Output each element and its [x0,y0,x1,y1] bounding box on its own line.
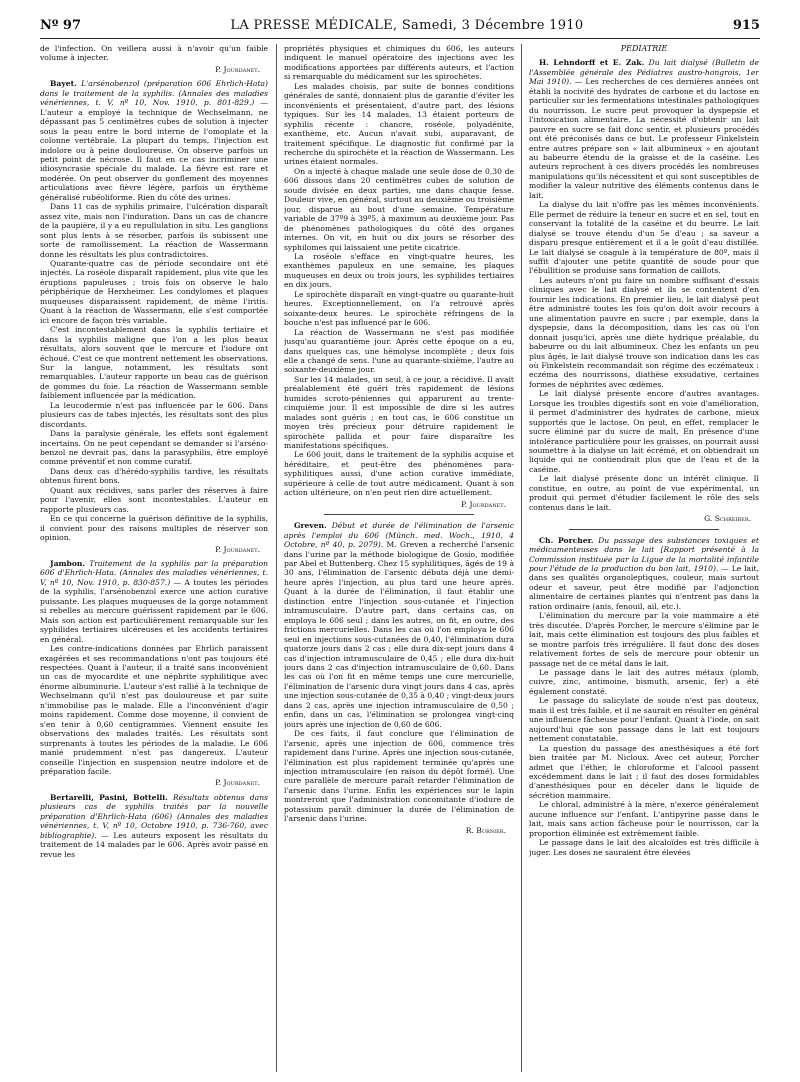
paragraph: La question du passage des anesthésiques a été fort bien traitée par M. Nicloux. Avec cet auteur, Porcher admet que l'éther, le chloroforme et l'alcool passent excédemment dans le lait ; il faut des doses formidables d'anesthésiques pour en déceler dans le liquide de sécrétion mammaire. [529,743,759,800]
article-reference: (Annales des maladies vénériennes, t. V, nº 10, Nov. 1910, p. 830-857.) [40,568,268,587]
article-reference: [Rapport présenté à la Commission instituée par la Ligue de la mortalité infantile pour l'étude de la production du bon lait, 1910). [529,545,759,574]
paragraph: Le 606 jouit, dans le traitement de la syphilis acquise et héréditaire, et peut-être des phénomènes para-syphilitiques aussi, d'une action curative immédiate, supérieure à celle de tout autre médicament. Quant à son action ultérieure, on n'en peut rien dire actuellement. [284,450,514,498]
article-title: L'arsénobenzol (préparation 606 Ehrlich-Hata) dans le traitement de la syphilis. [40,79,268,98]
signature: R. Burnier. [465,825,506,835]
paragraph: Les malades choisis, par suite de bonnes conditions générales de santé, donnaient plus de garantie d'éviter les inconvénients et présentaient, d'autre part, des lésions typiques. Sur les 14 malades, 13 étaient porteurs de syphilis récente : chancre, roséole, polyadénite, exanthème, etc. Aucun n'avait subi, auparavant, de traitement spécifique. Le diagnostic fut confirmé par la recherche du spirochète et la réaction de Wassermann. Les urines étaient normales. [284,81,514,167]
paragraph: C'est incontestablement dans la syphilis tertiaire et dans la syphilis maligne que l'on a les plus beaux résultats, alors souvent que le mercure et l'iodure ont échoué. C'est ce que montrent nettement les observations. Sur la langue, notamment, les résultats sont remarquables. L'auteur rapporte un beau cas de guérison de gommes du foie. La réaction de Wassermann semble faiblement influencée par la médication. [40,325,268,401]
paragraph: En ce qui concerne la guérison définitive de la syphilis, il convient pour des raisons multiples de réserver son opinion. [40,514,268,543]
article-author: Ch. Porcher. [539,535,594,545]
paragraph: Le passage du salicylate de soude n'est pas douteux, mais il est très faible, et il ne saurait en résulter en général une influence fâcheuse pour l'enfant. Quant à l'iode, on sait aujourd'hui que son passage dans le lait est toujours nettement constatable. [529,696,759,744]
paragraph: La réaction de Wassermann ne s'est pas modifiée jusqu'au quarantième jour. Après cette époque on a eu, dans quelques cas, une hémolyse incomplète ; deux fois elle a changé de sens. l'une au quarante-sixième, l'autre au soixante-deuxième jour. [284,327,514,375]
paragraph: — Le lait, dans ses qualités organoleptiques, couleur, mais surtout odeur et saveur, peut être modifié par l'adjonction alimentaire de certaines plantes qui n'entrent pas dans la ration ordinaire (anis, fenouil, ail, etc.). [529,564,759,611]
article-separator [324,514,474,515]
column-3 [529,44,759,1078]
article-lehndorff [529,58,759,200]
paragraph: de l'infection. On veillera aussi à n'avoir qu'un faible volume à injecter. [40,44,268,63]
article-title: Du lait dialysé [648,58,708,68]
article-title: Résultats obtenus dans plusieurs cas de syphilis traités par la nouvelle préparation d'Ehrlich-Hata (606) [40,792,268,821]
article-title: Traitement de la syphilis par la préparation 606 d'Ehrlich-Hata. [40,559,268,578]
paragraph: Dans deux cas d'hérédo-syphilis tardive, les résultats obtenus furent bons. [40,466,268,486]
paragraph: Le chloral, administré à la mère, n'exerce généralement aucune influence sur l'enfant. L'antipyrine passe dans le lait, mais sans action fâcheuse pour le nourrisson, car la proportion éliminée est extrêmement faible. [529,800,759,838]
issue-number: Nº 97 [40,18,81,33]
article-title: Du passage des substances toxiques et médicamenteuses dans le lait [529,535,759,555]
journal-title: LA PRESSE MÉDICALE, Samedi, 3 Décembre 1910 [230,18,584,33]
column-1 [40,44,268,1078]
signature: P. Jourdanet. [215,778,260,788]
paragraph: L'élimination du mercure par la voie mammaire a été très discutée. D'après Porcher, le mercure s'élimine par le lait, mais cette élimination est toujours des plus faibles et se montre parfois très irrégulière. Il faut donc des doses relativement fortes de sels de mercure pour obtenir un passage net de ce métal dans le lait. [529,611,759,668]
paragraph: Le passage dans le lait des alcaloïdes est très difficile à juger. Les doses ne sauraient être élevées [529,838,759,857]
paragraph: — L'auteur a employé la technique de Wechselmann, ne dépassant pas 5 centimètres cubes de solution à injecter sous la peau entre le bord interne de l'omoplate et la colonne vertébrale. La plupart du temps, l'injection est indolore ou à peine douloureuse. On observe parfois un petit point de nécrose. Il faut en ce cas incriminer une idiosyncrasie spéciale du malade. La fièvre est rare et modérée. On peut observer du gonflement des moyennes articulations avec fièvre légère, parfois un érythème généralisé rubéoliforme. Rien du côté des urines. [40,98,268,202]
article-author: H. Lehndorff et E. Zak. [539,58,645,68]
article-title: Début et durée de l'élimination de l'arsenic après l'emploi du 606 [284,521,514,540]
paragraph: M. Greven a recherché l'arsenic dans l'urine par la méthode biologique de Gosio, modifiée par Abel et Buttenberg. Chez 15 syphilitiques, âgés de 19 à 30 ans, l'élimination de l'arsenic débuta déjà une demi-heure après l'injection, au plus tard une heure après. Quant à la durée de l'élimination, il faut établir une distinction entre l'injection sous-cutanée et l'injection intramusculaire. D'autre part, dans certains cas, on employa le 606 seul ; dans les autres, on fit, en outre, des frictions mercurielles. Dans les cas où l'on employa le 606 seul en injections sous-cutanées de 0,40, l'élimination dura quatorze jours dans 2 cas ; elle dura dix-sept jours dans 4 cas d'injection intramusculaire de 0,45 ; elle dura dix-huit jours dans 2 cas d'injection intramusculaire de 0,60. Dans les cas où l'on fit en même temps une cure mercurielle, l'élimination de l'arsenic dura vingt jours dans 4 cas, après une injection sous-cutanée de 0,35 à 0,40 ; vingt-deux jours dans 2 cas, après une injection intramusculaire de 0,50 ; enfin, dans un cas, l'élimination se prolongea vingt-cinq jours après une injection de 0,60 de 606. [284,540,514,729]
paragraph: — Les auteurs exposent les résultats du traitement de 14 malades par le 606. Après avoir passé en revue les [40,830,268,859]
paragraph: Le lait dialysé présente donc un intérêt clinique. Il constitue, en outre, au point de vue expérimental, un produit qui permet d'étudier facilement le rôle des sels contenus dans le lait. [529,474,759,512]
paragraph: Dans la paralysie générale, les effets sont également incertains. On ne peut cependant se demander si l'arséno-benzol ne devrait pas, dans la parasyphilis, être employé comme préventif et non comme curatif. [40,429,268,467]
paragraph: Quarante-quatre cas de période secondaire ont été injectés. La roséole disparaît rapidement, plus vite que les éruptions papuleuses ; trois fois on observe le halo périphérique de Herxheimer. Les condylomes et plaques muqueuses disparaissent rapidement, de même l'iritis. Quant à la réaction de Wassermann, elle s'est comportée ici encore de façon très variable. [40,258,268,325]
article-author: Greven. [294,521,327,531]
paragraph: La roséole s'efface en vingt-quatre heures, les exanthèmes papuleux en une semaine, les plaques muqueuses en deux ou trois jours, les syphilides tertiaires en dix jours. [284,251,514,290]
paragraph: Dans 11 cas de syphilis primaire, l'ulcération disparaît assez vite, mais non l'induration. Dans un cas de chancre de la paupière, il y a eu repullulation in situ. Les ganglions sont plus lents à se résorber, parfois ils subissent une sorte de ramollissement. La réaction de Wassermann donne les résultats les plus contradictoires. [40,202,268,259]
signature: P. Jourdanet. [461,499,506,509]
signature: P. Jourdanet. [215,64,260,74]
page-header [40,18,760,34]
paragraph: La leucodermie n'est pas influencée par le 606. Dans plusieurs cas de tabes injectés, les résultats sont des plus discordants. [40,400,268,429]
paragraph: Sur les 14 malades, un seul, à ce jour, a récidivé. Il avait préalablement été guéri très rapidement de lésions humides scroto-péniennes qui apparurent au trente-cinquième jour. Il est impossible de dire si les autres malades sont guéris ; en tout cas, le 606 constitue un moyen très précieux pour détruire rapidement le spirochète pallida et pour faire disparaître les manifestations spécifiques. [284,374,514,451]
column-2 [284,44,514,1078]
article-separator [569,529,719,530]
article-author: Bayet. [50,79,77,89]
section-heading: PÉDIATRIE [620,44,668,53]
article-jambon [40,559,268,644]
article-bayet [40,79,268,202]
article-reference: (Münch. med. Woch., 1910, 4 Octobre, nº 40, p. 2079). [284,530,514,550]
paragraph: La dialyse du lait n'offre pas les mêmes inconvénients. Elle permet de réduire la teneur en sucre et en sel, tout en conservant la totalité de la caséine et du beurre. Le lait dialysé se trouve étendu d'un 5e d'eau ; sa saveur a disparu presque entièrement et il a le goût d'eau distillée. Le lait dialysé se coagule à la température de 80º, mais il suffit d'ajouter une petite quantité de soude pour que l'ébullition se produise sans formation de caillots. [529,200,759,276]
paragraph: — A toutes les périodes de la syphilis, l'arsénobenzol exerce une action curative puissante. Les plaques muqueuses de la gorge notamment si rebelles au mercure guérissent rapidement par le 606. Mais son action est particulièrement remarquable sur les syphilides tertiaires ulcéreuses et les accidents tertiaires en général. [40,577,268,644]
article-author: Bertarelli, Pasini, Bottelli. [50,792,168,802]
article-reference: (Annales des maladies vénériennes, t. V, nº 10, Octobre 1910, p. 736-760, avec bibliographie). [40,811,268,840]
page-number: 915 [732,18,760,33]
paragraph: Les contre-indications données par Ehrlich paraissent exagérées et ses recommandations n'ont pas toujours été respectées. Quant à l'auteur, il a traité sans inconvénient un cas de myocardite et une néphrite syphilitique avec énorme albuminurie. L'auteur s'est rallié à la technique de Wechselmann qu'il n'est pas douloureuse et par suite n'immobilise pas le malade. Elle a l'inconvénient d'agir moins rapidement. Comme dose moyenne, il convient de s'en tenir à 0,60 centigrammes. Viennent ensuite les observations des malades traités. Les résultats sont surprenants à toutes les périodes de la maladie. Le 606 manié prudemment n'est pas dangereux. L'auteur conseille l'injection en suspension neutre indolore et de préparation facile. [40,644,268,776]
header-rule [40,38,760,39]
column-divider [521,44,522,1072]
paragraph: Le lait dialysé présente encore d'autres avantages. Lorsque les troubles digestifs sont en voie d'amélioration, il permet d'administrer des hydrates de carbone, mieux supportés que le lactose. On peut, en effet, remplacer le sucre éliminé par du sucre de malt. En présence d'une intolérance particulière pour les graisses, on pourrait aussi soumettre à la dialyse un lait écrémé, et on obtiendrait un liquide qui ne contiendrait plus que de l'eau et de la caséine. [529,389,759,474]
article-reference: (Bulletin de l'Assemblée générale des Pédiatres austro-hongrois, 1er Mai 1910). [529,58,759,87]
paragraph: De ces faits, il faut conclure que l'élimination de l'arsenic, après une injection de 606, commence très rapidement dans l'urine. Après une injection sous-cutanée, l'élimination est plus rapidement terminée qu'après une injection intramusculaire (en raison du dépôt formé). Une cure parallèle de mercure paraît retarder l'élimination de l'arsenic dans l'urine. Enfin les expériences sur le lapin montreront que l'administration concomitante d'iodure de potassium paraît diminuer la durée de l'élimination de l'arsenic dans l'urine. [284,729,514,824]
article-porcher [529,536,759,612]
article-author: Jambon. [50,559,86,569]
paragraph: propriétés physiques et chimiques du 606, les auteurs indiquent le manuel opératoire des injections avec les modifications apportées par différents auteurs, et l'action si remarquable du médicament sur les spirochètes. [284,44,514,82]
paragraph: — Les recherches de ces dernières années ont établi la nocivité des hydrates de carbone et du lactose en particulier sur les fermentations intestinales pathologiques du nourrisson. Le sucre peut provoquer la dyspepsie et l'intoxication alimentaire. La nécessité d'obtenir un lait pauvre en sucre se fait donc sentir, et plusieurs procédés ont été préconisés dans ce but. Le professeur Finkelstein entre autres prépare son « lait albumineux » en ajoutant au babeurre étendu de la graisse et de la caséine. Les auteurs reprochent à ces divers procédés les nombreuses manipulations qu'ils nécessitent et qui sont susceptibles de modifier la valeur nutritive des éléments contenus dans le lait. [529,77,759,200]
paragraph: Le passage dans le lait des autres métaux (plomb, cuivre, zinc, antimoine, bismuth, arsenic, fer) a été également constaté. [529,668,759,696]
signature: G. Schreiber. [704,514,751,524]
paragraph: Le spirochète disparaît en vingt-quatre ou quarante-huit heures. Exceptionnellement, on l'a retrouvé après soixante-deux heures. Le spirochète réfringens de la bouche n'est pas influencé par le 606. [284,289,514,328]
article-reference: (Annales des maladies vénériennes, t. V, nº 10, Nov. 1910, p. 801-829.) [40,88,268,108]
article-greven [284,521,514,729]
article-bertarelli [40,793,268,859]
paragraph: On a injecté à chaque malade une seule dose de 0,30 de 606 dissous dans 20 centimètres cubes de solution de soude divisée en deux parties, une dans chaque fesse. Douleur vive, en général, surtout au deuxième ou troisième jour, disparue au bout d'une semaine. Température variable de 37º9 à 39º5, à maximum au deuxième jour. Pas de phénomènes pathologiques du côté des organes internes. On vit, en huit ou dix jours se résorber des syphilomes qui laissaient une petite cicatrice. [284,166,514,252]
paragraph: Les auteurs n'ont pu faire un nombre suffisant d'essais cliniques avec le lait dialysé et ils se contentent d'en fournir les indications. En premier lieu, le lait dialysé peut être administré toutes les fois qu'on doit avoir recours à une alimentation pauvre en sucre ; par exemple, dans la dyspepsie, dans la décomposition, dans les cas où l'on donnait jusqu'ici, après une diète hydrique préalable, du babeurre ou du lait albumineux. Chez les enfants un peu plus âgés, le lait dialysé trouve son indication dans les cas où Finkelstein recommandait son régime des eczémateux : eczéma des nourrissons, diathèse exsudative, certaines formes de néphrites avec œdèmes. [529,275,759,389]
signature: P. Jourdanet. [215,544,260,554]
column-divider [276,44,277,1072]
paragraph: Quant aux récidives, sans parler des réserves à faire pour l'avenir, elles sont incontestables. L'auteur en rapporte plusieurs cas. [40,485,268,514]
